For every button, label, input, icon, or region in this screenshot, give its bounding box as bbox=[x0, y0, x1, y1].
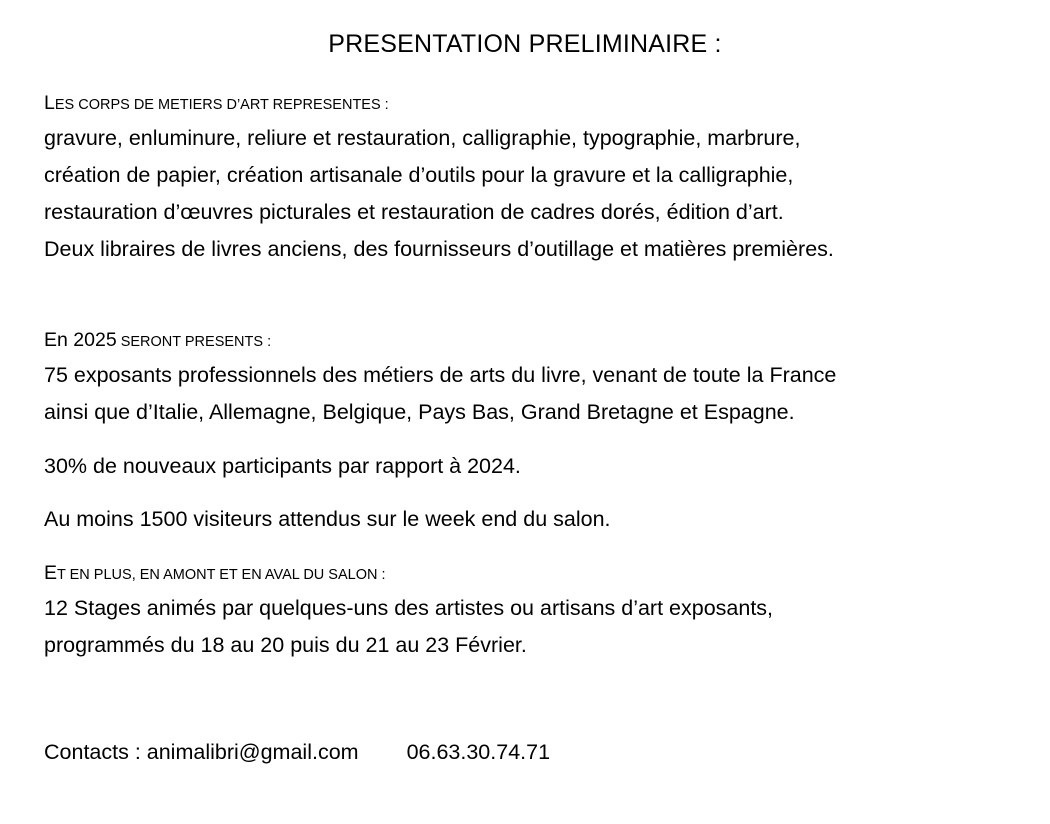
heading-smallcaps: ES CORPS DE METIERS D’ART REPRESENTES : bbox=[54, 97, 389, 113]
page-title: PRESENTATION PRELIMINAIRE : bbox=[328, 30, 722, 58]
heading-initial: L bbox=[44, 92, 55, 114]
section-heading-metiers bbox=[44, 88, 1024, 120]
metiers-line: création de papier, création artisanale d’outils pour la gravure et la calligraphie, bbox=[44, 163, 794, 187]
heading-initial: E bbox=[44, 329, 58, 351]
exposants-line: ainsi que d’Italie, Allemagne, Belgique, Pays Bas, Grand Bretagne et Espagne. bbox=[44, 400, 795, 424]
metiers-line: Deux libraires de livres anciens, des fournisseurs d’outillage et matières premières. bbox=[44, 237, 834, 261]
section-stages bbox=[44, 558, 1024, 664]
heading-smallcaps: SERONT PRESENTS : bbox=[116, 334, 272, 350]
section-presents-2025 bbox=[44, 325, 1024, 431]
contacts-phone: 06.63.30.74.71 bbox=[406, 740, 551, 764]
section-heading-presents bbox=[44, 325, 1024, 357]
stages-line: programmés du 18 au 20 puis du 21 au 23 Février. bbox=[44, 633, 527, 657]
contacts-line bbox=[44, 735, 550, 769]
stat-visitors bbox=[44, 501, 1024, 538]
section-metiers bbox=[44, 88, 1024, 268]
exposants-line: 75 exposants professionnels des métiers de arts du livre, venant de toute la France bbox=[44, 363, 837, 387]
stages-line: 12 Stages animés par quelques-uns des artistes ou artisans d’art exposants, bbox=[44, 596, 774, 620]
stat-visitors-text: Au moins 1500 visiteurs attendus sur le week end du salon. bbox=[44, 507, 611, 531]
metiers-line: gravure, enluminure, reliure et restauration, calligraphie, typographie, marbrure, bbox=[44, 126, 801, 150]
stat-new-participants-text: 30% de nouveaux participants par rapport à 2024. bbox=[44, 454, 521, 478]
stat-new-participants bbox=[44, 448, 1024, 485]
metiers-line: restauration d’œuvres picturales et restauration de cadres dorés, édition d’art. bbox=[44, 200, 784, 224]
section-heading-stages bbox=[44, 558, 1024, 590]
contacts-email: Contacts : animalibri@gmail.com bbox=[44, 740, 359, 764]
heading-year: n 2025 bbox=[57, 329, 117, 351]
heading-smallcaps: T EN PLUS, EN AMONT ET EN AVAL DU SALON : bbox=[57, 567, 386, 583]
heading-initial: E bbox=[44, 562, 58, 584]
